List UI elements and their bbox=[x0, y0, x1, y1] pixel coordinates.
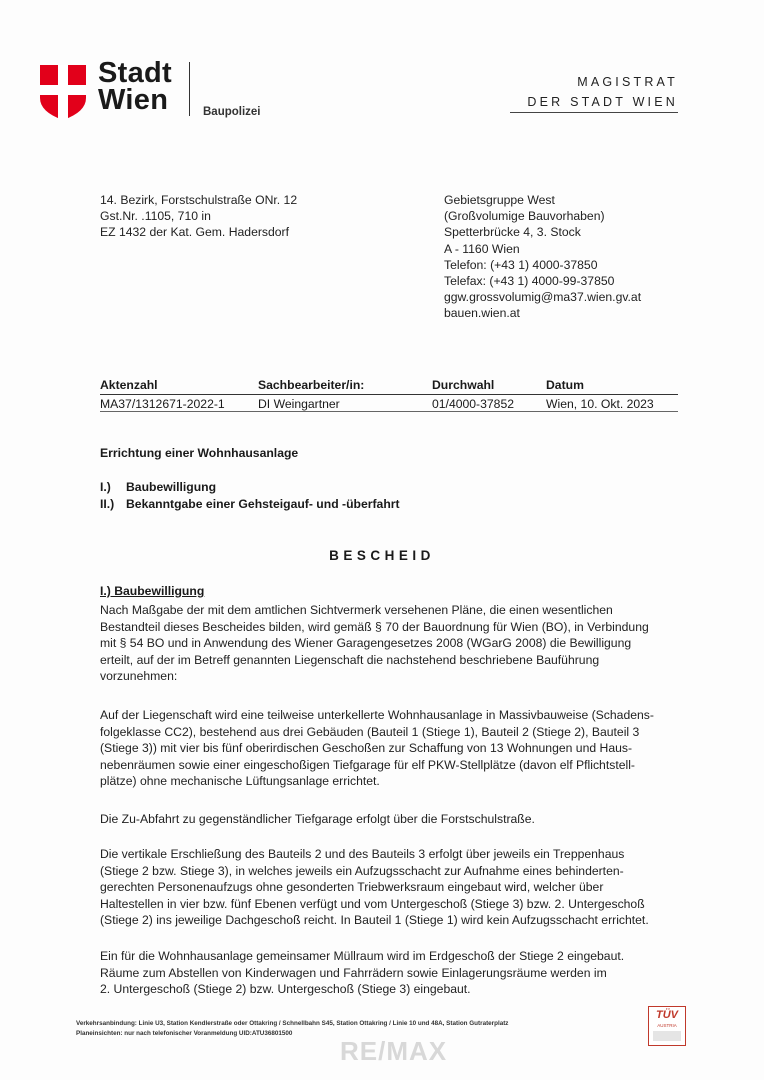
ref-header-aktenzahl: Aktenzahl bbox=[100, 378, 158, 392]
paragraph-line: Haltestellen in vier bzw. fünf Ebenen verfügt und vom Untergeschoß (Stiege 3) bzw. 2. Untergeschoß bbox=[100, 896, 645, 911]
office-address bbox=[444, 192, 641, 322]
department-label: Baupolizei bbox=[203, 106, 261, 118]
paragraph-2 bbox=[100, 707, 678, 790]
office-line: (Großvolumige Bauvorhaben) bbox=[444, 209, 605, 224]
footer-viewing: Planeinsichten: nur nach telefonischer Voranmeldung UID:ATU36801500 bbox=[76, 1030, 293, 1037]
paragraph-line: Auf der Liegenschaft wird eine teilweise unterkellerte Wohnhausanlage in Massivbauweise (Schadens- bbox=[100, 708, 654, 722]
office-line: A - 1160 Wien bbox=[444, 241, 520, 256]
office-website[interactable]: bauen.wien.at bbox=[444, 306, 520, 321]
paragraph-line: gerechten Personenaufzugs ohne gesonderten Triebwerksraum eingebaut wird, welcher über bbox=[100, 880, 604, 894]
subject-item1-number: I.) bbox=[100, 480, 111, 494]
paragraph-line: mit § 54 BO und in Anwendung des Wiener Garagengesetzes 2008 (WGarG 2008) die Bewilligung bbox=[100, 636, 632, 650]
paragraph-line: vorzunehmen: bbox=[100, 669, 178, 683]
office-line: Spetterbrücke 4, 3. Stock bbox=[444, 225, 581, 240]
document-title: BESCHEID bbox=[329, 548, 435, 563]
property-address bbox=[100, 192, 297, 241]
ref-value-durchwahl: 01/4000-37852 bbox=[432, 397, 515, 411]
paragraph-1 bbox=[100, 602, 678, 685]
paragraph-3 bbox=[100, 811, 678, 828]
paragraph-line: (Stiege 2 bzw. Stiege 3), in welches jeweils ein Aufzugsschacht zur Aufnahme eines behinderten- bbox=[100, 863, 624, 878]
section-heading: I.) Baubewilligung bbox=[100, 584, 205, 598]
property-line: Gst.Nr. .1105, 710 in bbox=[100, 209, 211, 224]
paragraph-4 bbox=[100, 846, 678, 929]
paragraph-line: folgeklasse CC2), bestehend aus drei Gebäuden (Bauteil 1 (Stiege 1), Bauteil 2 (Stiege 2), Bauteil 3 bbox=[100, 724, 640, 739]
ref-value-sachbearbeiter: DI Weingartner bbox=[258, 397, 340, 411]
ref-table-divider bbox=[100, 394, 678, 395]
magistrat-heading bbox=[527, 72, 678, 112]
property-line: EZ 1432 der Kat. Gem. Hadersdorf bbox=[100, 225, 289, 240]
paragraph-line: 2. Untergeschoß (Stiege 2) bzw. Untergeschoß (Stiege 3) eingebaut. bbox=[100, 982, 471, 996]
logo-line-stadt: Stadt bbox=[98, 57, 172, 89]
tuv-badge-bar bbox=[653, 1031, 681, 1041]
paragraph-line: nebenräumen sowie einer eingeschoßigen Tiefgarage für elf PKW-Stellplätze (davon elf Pflichtstell- bbox=[100, 757, 635, 772]
paragraph-5 bbox=[100, 948, 678, 998]
office-line: Telefax: (+43 1) 4000-99-37850 bbox=[444, 274, 615, 289]
magistrat-line2: DER STADT WIEN bbox=[527, 95, 678, 109]
ref-value-datum: Wien, 10. Okt. 2023 bbox=[546, 397, 654, 411]
paragraph-line: Räume zum Abstellen von Kinderwagen und Fahrrädern sowie Einlagerungsräume werden im bbox=[100, 965, 607, 980]
office-line: Telefon: (+43 1) 4000-37850 bbox=[444, 257, 598, 272]
subject-item2-text: Bekanntgabe einer Gehsteigauf- und -überfahrt bbox=[126, 497, 400, 511]
footer-transport: Verkehrsanbindung: Linie U3, Station Kendlerstraße oder Ottakring / Schnellbahn S45, Station Ottakring / Linie 10 und 48A, Station Gutraterplatz bbox=[76, 1020, 509, 1027]
vienna-coat-of-arms-icon bbox=[40, 62, 86, 120]
ref-header-durchwahl: Durchwahl bbox=[432, 378, 495, 392]
property-line: 14. Bezirk, Forstschulstraße ONr. 12 bbox=[100, 193, 298, 207]
subject-item2-number: II.) bbox=[100, 497, 115, 511]
logo-wordmark bbox=[98, 57, 172, 116]
ref-table-bottom-line bbox=[100, 411, 678, 412]
paragraph-line: Ein für die Wohnhausanlage gemeinsamer Müllraum wird im Erdgeschoß der Stiege 2 eingebaut. bbox=[100, 949, 625, 963]
ref-header-sachbearbeiter: Sachbearbeiter/in: bbox=[258, 378, 365, 392]
logo-line-wien: Wien bbox=[98, 84, 169, 116]
tuv-certification-badge bbox=[648, 1006, 686, 1046]
subject-title: Errichtung einer Wohnhausanlage bbox=[100, 446, 299, 460]
paragraph-line: (Stiege 2) ins jeweilige Dachgeschoß reicht. In Bauteil 1 (Stiege 1) wird kein Aufzugsschacht errichtet. bbox=[100, 913, 649, 927]
magistrat-underline bbox=[510, 112, 678, 113]
logo-divider bbox=[189, 62, 190, 116]
paragraph-line: erteilt, auf der im Betreff genannten Liegenschaft die nachstehend beschriebene Bauführung bbox=[100, 652, 600, 667]
tuv-badge-subtext: AUSTRIA bbox=[657, 1023, 677, 1028]
paragraph-line: Die Zu-Abfahrt zu gegenständlicher Tiefgarage erfolgt über die Forstschulstraße. bbox=[100, 812, 535, 826]
subject-item1-text: Baubewilligung bbox=[126, 480, 217, 494]
paragraph-line: (Stiege 3)) mit vier bis fünf oberirdischen Geschoßen zur Schaffung von 13 Wohnungen und Haus- bbox=[100, 741, 633, 755]
office-line: Gebietsgruppe West bbox=[444, 193, 555, 207]
tuv-badge-text: TÜV bbox=[656, 1009, 678, 1021]
paragraph-line: plätze) ohne mechanische Lüftungsanlage errichtet. bbox=[100, 774, 380, 788]
magistrat-line1: MAGISTRAT bbox=[577, 75, 678, 89]
office-email[interactable]: ggw.grossvolumig@ma37.wien.gv.at bbox=[444, 290, 642, 305]
paragraph-line: Bestandteil dieses Bescheides bilden, wird gemäß § 70 der Bauordnung für Wien (BO), in Verbindung bbox=[100, 619, 649, 634]
paragraph-line: Die vertikale Erschließung des Bauteils 2 und des Bauteils 3 erfolgt über jeweils ein Treppenhaus bbox=[100, 847, 625, 861]
paragraph-line: Nach Maßgabe der mit dem amtlichen Sichtvermerk versehenen Pläne, die einen wesentlichen bbox=[100, 603, 613, 617]
ref-header-datum: Datum bbox=[546, 378, 584, 392]
ref-value-aktenzahl: MA37/1312671-2022-1 bbox=[100, 397, 225, 411]
remax-watermark: RE/MAX bbox=[340, 1036, 448, 1066]
